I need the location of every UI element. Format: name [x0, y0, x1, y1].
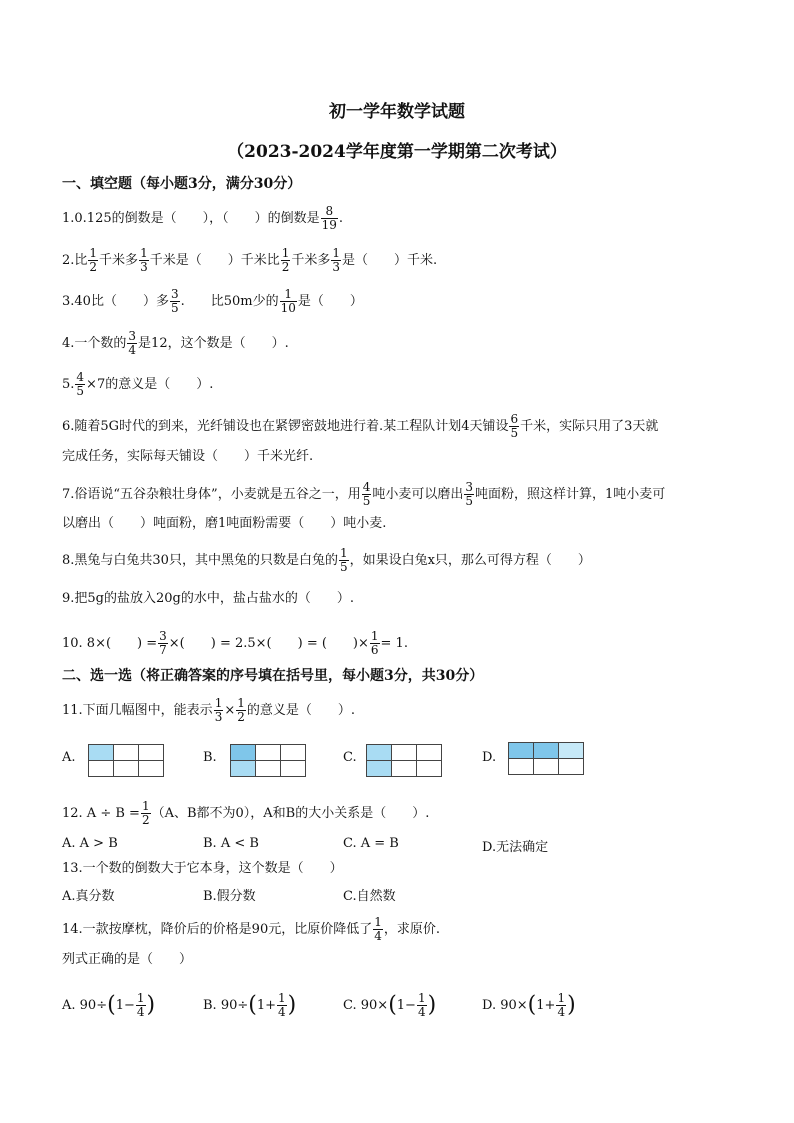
option-12-c[interactable]: C. A = B	[343, 836, 399, 851]
option-11-a-figure[interactable]	[88, 744, 164, 777]
option-12-d[interactable]: D.无法确定	[482, 840, 549, 855]
option-11-c-figure[interactable]	[366, 744, 442, 777]
question-13: 13.一个数的倒数大于它本身，这个数是（ ）	[62, 861, 343, 876]
section-heading-2: 二、选一选（将正确答案的序号填在括号里，每小题3分，共30分）	[62, 668, 484, 684]
question-12: 12. A ÷ B = $\frac{1}{2}$ （A、B都不为0），A和B的大小关系是（ ）.	[62, 799, 430, 827]
question-9: 9.把5g的盐放入20g的水中，盐占盐水的（ ）.	[62, 591, 354, 606]
option-13-b[interactable]: B.假分数	[203, 889, 256, 904]
question-1: 1.0.125的倒数是（ ），（ ）的倒数是 $\frac{8}{19}$ .	[62, 204, 344, 232]
option-13-c[interactable]: C.自然数	[343, 889, 396, 904]
section-heading-1: 一、填空题（每小题3分，满分30分）	[62, 176, 302, 192]
option-14-a[interactable]: A. 90÷(1− $\frac{1}{4}$ )	[62, 991, 156, 1019]
option-11-d-label: D.	[482, 750, 497, 765]
fraction: $\frac{8}{19}$	[321, 204, 337, 232]
question-5: 5. $\frac{4}{5}$ ×7的意义是（ ）.	[62, 370, 214, 398]
option-11-a-label: A.	[62, 750, 76, 765]
option-14-c[interactable]: C. 90×(1− $\frac{1}{4}$ )	[343, 991, 437, 1019]
question-7: 7.俗语说“五谷杂粮壮身体”，小麦就是五谷之一，用 $\frac{4}{5}$ 吨小麦可以磨出 $\frac{3}{5}$ 吨面粉，照这样计算，1吨小麦可	[62, 480, 666, 508]
page-subtitle: （2023-2024学年度第一学期第二次考试）	[227, 142, 567, 162]
option-11-b-label: B.	[203, 750, 217, 765]
question-4: 4.一个数的 $\frac{3}{4}$ 是12，这个数是（ ）.	[62, 329, 289, 357]
question-10: 10. 8×( ) = $\frac{3}{7}$ ×( ) = 2.5×( ) = ( )× $\frac{1}{6}$ = 1.	[62, 629, 408, 657]
option-11-b-figure[interactable]	[230, 744, 306, 777]
option-14-b[interactable]: B. 90÷(1+ $\frac{1}{4}$ )	[203, 991, 297, 1019]
question-6: 6.随着5G时代的到来，光纤铺设也在紧锣密鼓地进行着.某工程队计划4天铺设 $\frac{6}{5}$ 千米，实际只用了3天就	[62, 412, 659, 440]
option-12-a[interactable]: A. A > B	[62, 836, 118, 851]
page-title: 初一学年数学试题	[329, 102, 465, 122]
option-11-c-label: C.	[343, 750, 357, 765]
question-8: 8.黑兔与白兔共30只，其中黑兔的只数是白兔的 $\frac{1}{5}$ ，如果设白兔x只，那么可得方程（ ）	[62, 546, 591, 574]
option-13-a[interactable]: A.真分数	[62, 889, 115, 904]
option-14-d[interactable]: D. 90×(1+ $\frac{1}{4}$ )	[482, 991, 576, 1019]
option-11-d-figure[interactable]	[508, 742, 584, 775]
question-7-line2: 以磨出（ ）吨面粉，磨1吨面粉需要（ ）吨小麦.	[62, 516, 387, 531]
question-11: 11.下面几幅图中，能表示 $\frac{1}{3}$ × $\frac{1}{2}$ 的意义是（ ）.	[62, 696, 356, 724]
option-12-b[interactable]: B. A < B	[203, 836, 259, 851]
question-14: 14.一款按摩枕，降价后的价格是90元，比原价降低了 $\frac{1}{4}$ ，求原价.	[62, 915, 440, 943]
question-2: 2.比 $\frac{1}{2}$ 千米多 $\frac{1}{3}$ 千米是（ ）千米比 $\frac{1}{2}$ 千米多 $\frac{1}{3}$ 是（ ）千米.	[62, 246, 438, 274]
question-3: 3.40比（ ）多 $\frac{3}{5}$ . 比50m少的 $\frac{1}{10}$ 是（ ）	[62, 287, 363, 315]
question-6-line2: 完成任务，实际每天铺设（ ）千米光纤.	[62, 449, 314, 464]
question-14-line2: 列式正确的是（ ）	[62, 952, 193, 967]
